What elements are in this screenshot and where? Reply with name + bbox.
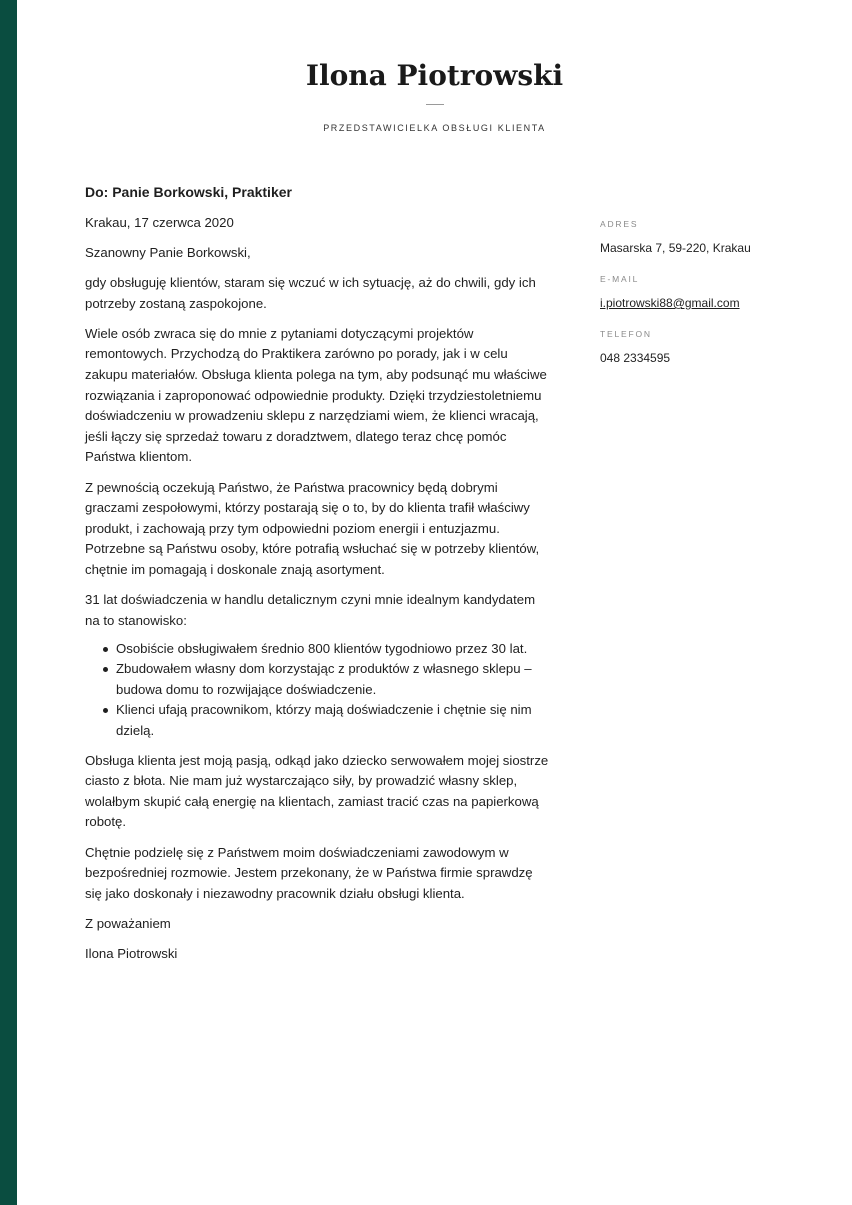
applicant-name: Ilona Piotrowski xyxy=(305,59,564,92)
address-label: ADRES xyxy=(600,219,639,229)
list-item: Klienci ufają pracownikom, którzy mają doświadczenie i chętnie się nim dzielą. xyxy=(116,700,550,741)
header-divider xyxy=(426,104,444,105)
greeting: Szanowny Panie Borkowski, xyxy=(85,245,251,261)
job-title: PRZEDSTAWICIELKA OBSŁUGI KLIENTA xyxy=(323,123,546,133)
phone-label: TELEFON xyxy=(600,329,652,339)
accent-side-bar xyxy=(0,0,17,1205)
paragraph: Chętnie podzielę się z Państwem moim doświadczeniami zawodowym w bezpośredniej rozmowie. Jestem przekonany, że w Państwa firmie sprawdzę się jako doskonały i niezawodny pracownik działu obsługi klienta. xyxy=(85,844,533,901)
email-label: E-MAIL xyxy=(600,274,640,284)
resume-header xyxy=(17,58,852,133)
date-line: Krakau, 17 czerwca 2020 xyxy=(85,215,234,230)
achievements-list xyxy=(85,639,550,742)
address-value: Masarska 7, 59-220, Krakau xyxy=(600,241,751,255)
paragraph: 31 lat doświadczenia w handlu detalicznym czyni mnie idealnym kandydatem na to stanowisko: xyxy=(85,592,536,628)
letter-body xyxy=(85,182,550,974)
list-item: Zbudowałem własny dom korzystając z produktów z własnego sklepu – budowa domu to rozwijające doświadczenie. xyxy=(116,659,550,700)
closing: Z poważaniem xyxy=(85,915,171,931)
paragraph: gdy obsługuję klientów, staram się wczuć w ich sytuację, aż do chwili, gdy ich potrzeby zostaną zaspokojone. xyxy=(85,275,536,311)
phone-value: 048 2334595 xyxy=(600,351,671,365)
paragraph: Z pewnością oczekują Państwo, że Państwa pracownicy będą dobrymi graczami zespołowymi, którzy postarają się o to, by do klienta trafił właściwy produkt, i zachowają przy tym odpowiedni poziom energii i entuzjazmu. Potrzebne są Państwu osoby, które potrafią wsłuchać się w potrzeby klientów, chętnie im pomagają i doskonale znają asortyment. xyxy=(85,479,540,577)
recipient-line: Do: Panie Borkowski, Praktiker xyxy=(85,184,292,200)
paragraph: Wiele osób zwraca się do mnie z pytaniami dotyczącymi projektów remontowych. Przychodzą do Praktikera zarówno po porady, jak i w celu zakupu materiałów. Obsługa klienta polega na tym, aby podsunąć mu właściwe rozwiązania i zaproponować odpowiednie produkty. Dzięki trzydziestoletniemu doświadczeniu w prowadzeniu sklepu z narzędziami wiem, że klienci wracają, jeśli łączy się sprzedaż towaru z doradztwem, dlatego teraz chcę pomóc Państwa klientom. xyxy=(85,325,547,465)
signature: Ilona Piotrowski xyxy=(85,945,178,961)
paragraph: Obsługa klienta jest moją pasją, odkąd jako dziecko serwowałem mojej siostrze ciasto z błota. Nie mam już wystarczająco siły, by prowadzić własny sklep, wolałbym skupić całą energię na klientach, zamiast tracić czas na papierkową robotę. xyxy=(85,752,549,830)
contact-sidebar xyxy=(600,218,830,383)
list-item: Osobiście obsługiwałem średnio 800 klientów tygodniowo przez 30 lat. xyxy=(116,639,550,660)
email-link[interactable]: i.piotrowski88@gmail.com xyxy=(600,296,740,310)
